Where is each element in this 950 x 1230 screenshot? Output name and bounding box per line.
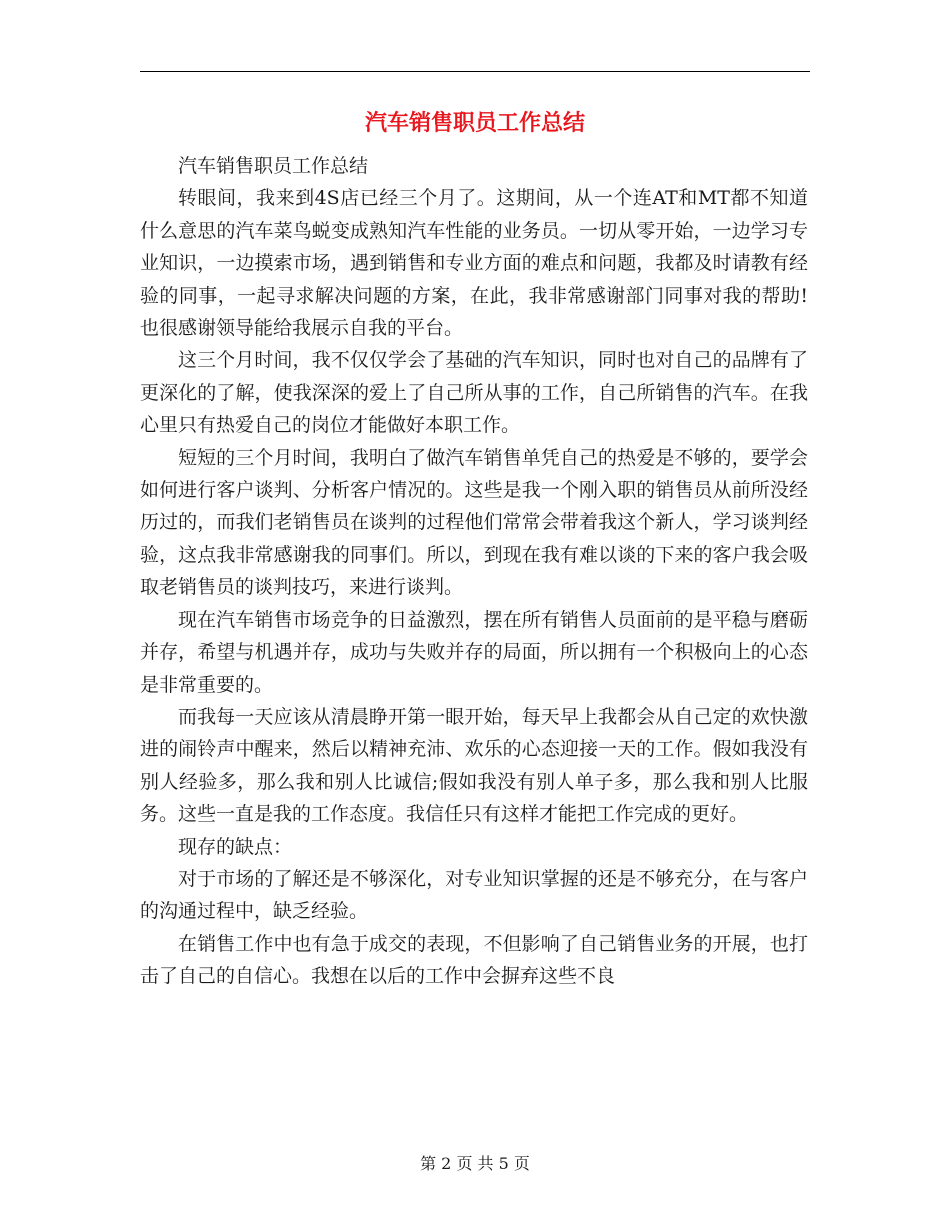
paragraph: 转眼间，我来到4S店已经三个月了。这期间，从一个连AT和MT都不知道什么意思的汽车菜鸟蜕变成熟知汽车性能的业务员。一切从零开始，一边学习专业知识，一边摸索市场，遇到销售和专业方面的难点和问题，我都及时请教有经验的同事，一起寻求解决问题的方案，在此，我非常感谢部门同事对我的帮助!也很感谢领导能给我展示自我的平台。 [140, 187, 808, 340]
page-footer: 第 2 页 共 5 页 [420, 1154, 530, 1173]
paragraph: 而我每一天应该从清晨睁开第一眼开始，每天早上我都会从自己定的欢快激进的闹铃声中醒来，然后以精神充沛、欢乐的心态迎接一天的工作。假如我没有别人经验多，那么我和别人比诚信;假如我没有别人单子多，那么我和别人比服务。这些一直是我的工作态度。我信任只有这样才能把工作完成的更好。 [140, 705, 808, 826]
document-body [140, 150, 808, 993]
paragraph: 在销售工作中也有急于成交的表现，不但影响了自己销售业务的开展，也打击了自己的自信心。我想在以后的工作中会摒弃这些不良 [140, 932, 808, 988]
paragraph: 这三个月时间，我不仅仅学会了基础的汽车知识，同时也对自己的品牌有了更深化的了解，使我深深的爱上了自己所从事的工作，自己所销售的汽车。在我心里只有热爱自己的岗位才能做好本职工作。 [140, 349, 808, 437]
paragraph: 现在汽车销售市场竞争的日益激烈，摆在所有销售人员面前的是平稳与磨砺并存，希望与机遇并存，成功与失败并存的局面，所以拥有一个积极向上的心态是非常重要的。 [140, 608, 808, 696]
paragraph: 短短的三个月时间，我明白了做汽车销售单凭自己的热爱是不够的，要学会如何进行客户谈判、分析客户情况的。这些是我一个刚入职的销售员从前所没经历过的，而我们老销售员在谈判的过程他们常常会带着我这个新人，学习谈判经验，这点我非常感谢我的同事们。所以，到现在我有难以谈的下来的客户我会吸取老销售员的谈判技巧，来进行谈判。 [140, 446, 808, 599]
header-rule [140, 71, 810, 72]
paragraph-heading-shortcomings: 现存的缺点： [178, 835, 293, 858]
paragraph-subtitle: 汽车销售职员工作总结 [178, 155, 369, 177]
document-title: 汽车销售职员工作总结 [364, 111, 585, 136]
paragraph: 对于市场的了解还是不够深化，对专业知识掌握的还是不够充分，在与客户的沟通过程中，缺乏经验。 [140, 867, 808, 923]
